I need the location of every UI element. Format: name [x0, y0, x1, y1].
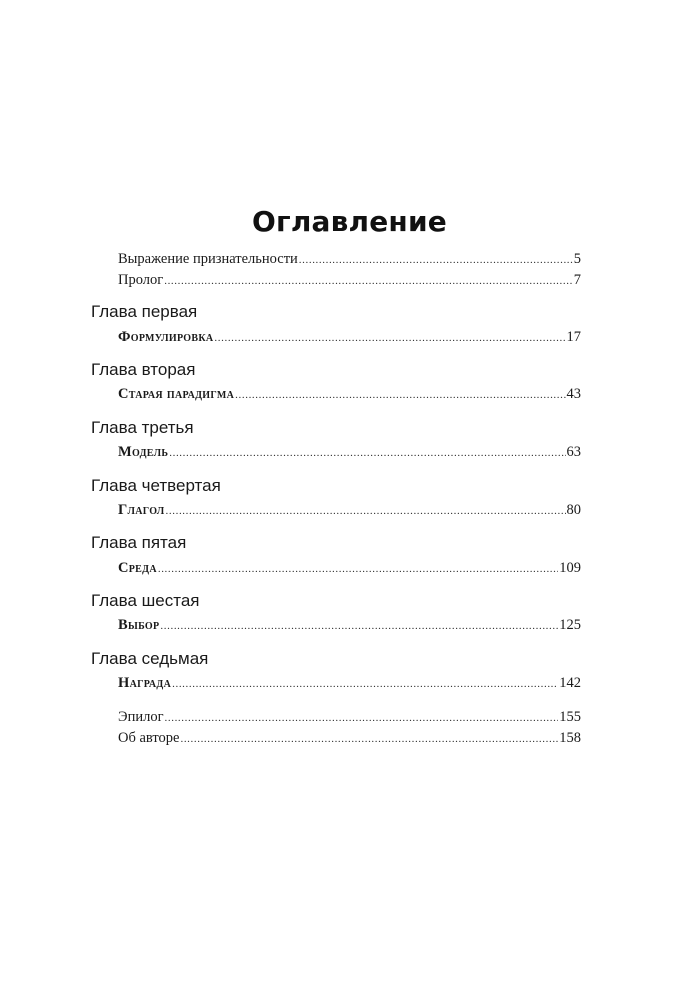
- toc-entry-label: Старая парадигма: [118, 386, 235, 402]
- toc-entry-epilogue[interactable]: [118, 709, 581, 726]
- toc-entry-chapter-3[interactable]: [118, 444, 581, 461]
- toc-entry-page: 158: [559, 730, 581, 746]
- toc-entry-label: Глагол: [118, 502, 165, 518]
- toc-entry-page: 63: [566, 444, 581, 460]
- toc-entry-label: Эпилог: [118, 709, 164, 725]
- toc-entry-label: Выбор: [118, 617, 160, 633]
- dot-leader: [214, 332, 565, 344]
- dot-leader: [169, 447, 565, 459]
- dot-leader: [160, 620, 558, 632]
- toc-entry-chapter-6[interactable]: [118, 617, 581, 634]
- toc-entry-prologue[interactable]: [118, 272, 581, 289]
- dot-leader: [299, 254, 573, 266]
- toc-entry-page: 17: [566, 329, 581, 345]
- dot-leader: [166, 505, 566, 517]
- toc-entry-chapter-5[interactable]: [118, 560, 581, 577]
- dot-leader: [158, 563, 558, 575]
- toc-entry-label: Среда: [118, 560, 157, 576]
- chapter-heading: Глава третья: [91, 418, 194, 437]
- dot-leader: [235, 389, 565, 401]
- dot-leader: [165, 712, 559, 724]
- chapter-heading: Глава шестая: [91, 591, 200, 610]
- page-title: Оглавление: [251, 204, 447, 238]
- toc-entry-page: 142: [559, 675, 581, 691]
- dot-leader: [180, 733, 558, 745]
- toc-entry-page: 7: [573, 272, 581, 288]
- chapter-heading: Глава седьмая: [91, 649, 209, 668]
- toc-entry-acknowledgements[interactable]: [118, 251, 581, 268]
- toc-entry-chapter-1[interactable]: [118, 329, 581, 346]
- toc-entry-page: 43: [566, 386, 581, 402]
- toc-entry-chapter-2[interactable]: [118, 386, 581, 403]
- toc-entry-label: Пролог: [118, 272, 164, 288]
- chapter-heading: Глава пятая: [91, 533, 187, 552]
- toc-entry-page: 5: [573, 251, 581, 267]
- toc-entry-about-author[interactable]: [118, 730, 581, 747]
- toc-entry-page: 80: [566, 502, 581, 518]
- chapter-heading: Глава вторая: [91, 360, 196, 379]
- toc-entry-page: 155: [559, 709, 581, 725]
- toc-entry-chapter-4[interactable]: [118, 502, 581, 519]
- chapter-heading: Глава первая: [91, 302, 198, 321]
- toc-entry-label: Модель: [118, 444, 169, 460]
- toc-entry-chapter-7[interactable]: [118, 675, 581, 692]
- toc-entry-page: 125: [559, 617, 581, 633]
- toc-entry-page: 109: [559, 560, 581, 576]
- chapter-heading: Глава четвертая: [91, 476, 221, 495]
- toc-entry-label: Награда: [118, 675, 172, 691]
- dot-leader: [164, 275, 573, 287]
- toc-entry-label: Формулировка: [118, 329, 214, 345]
- toc-entry-label: Об авторе: [118, 730, 180, 746]
- toc-entry-label: Выражение признательности: [118, 251, 298, 267]
- dot-leader: [172, 678, 558, 690]
